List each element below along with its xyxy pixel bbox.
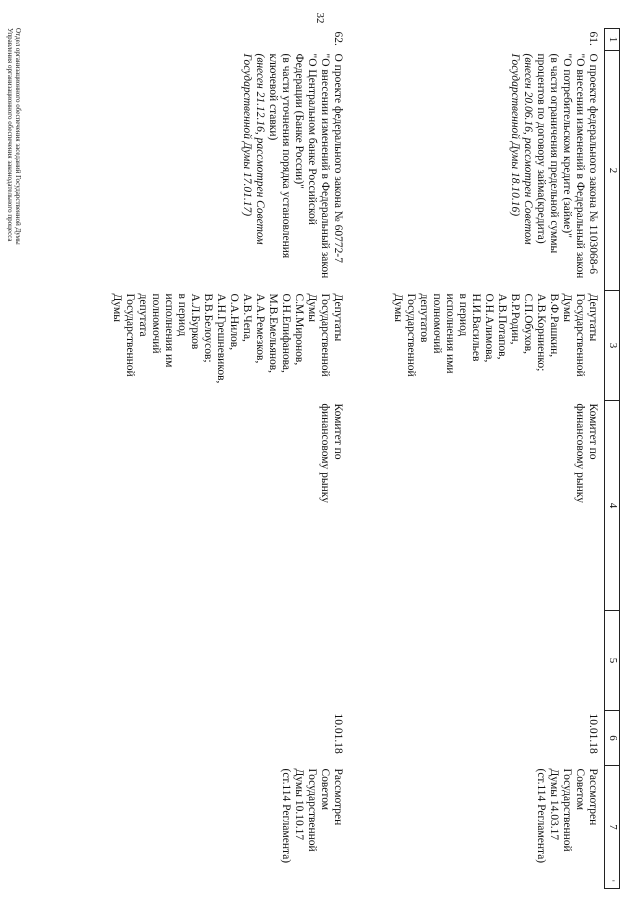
bill-note: (внесен 21.12.16, рассмотрен Советом Государственной Думы 17.01.17) (241, 53, 267, 245)
col5-cell (350, 611, 605, 711)
col5-cell (103, 611, 350, 711)
bill-title: О проекте федерального закона № 1103068-6 "О внесении изменений в Федеральный закон "О потребительском кредите (займе)" (в части ограничения предельной суммы процентов по договору займа(кредита) (535, 53, 599, 279)
footer-line-1: Отдел организационного обеспечения заседаний Государственной Думы (14, 28, 22, 245)
table-row (103, 29, 350, 889)
row-number: 61. (587, 31, 599, 46)
bill-status: Рассмотрен Советом Государственной Думы 14.03.17 (ст.114 Регламента) (535, 768, 599, 864)
footer-line-2: Управления организационного обеспечения законодательного процесса (6, 28, 14, 242)
bill-authors: Депутаты Государственной Думы С.М.Миронов, О.Н.Епифанова, М.В.Емельянов, А.А.Ремезков, А.В.Чепа, О.А.Нилов, А.Н.Грешневиков, В.В.Белоусов; А.Л.Бурков в период исполнения им полномочий депутата Государственной Думы (111, 293, 345, 384)
landscape-sheet (20, 28, 620, 888)
header-row (605, 29, 620, 889)
column-header-5: 5 (605, 611, 620, 711)
bill-committee: Комитет по финансовому рынку (574, 403, 599, 503)
column-header-3: 3 (605, 291, 620, 401)
bill-title: О проекте федерального закона № 60772-7 "О внесении изменений в Федеральный закон "О Центральном банке Российской Федерации (Банке России)" (в части уточнения порядка установления ключевой ставки) (267, 53, 345, 279)
bill-date: 10.01.18 (587, 713, 599, 754)
page-number: 32 (314, 12, 326, 24)
row-number: 62. (332, 31, 345, 46)
column-header-4: 4 (605, 401, 620, 611)
column-header-6: 6 (605, 711, 620, 766)
bill-status: Рассмотрен Советом Государственной Думы 10.10.17 (ст.114 Регламента) (280, 768, 345, 864)
bills-table (103, 28, 621, 889)
corner-mark: - (612, 875, 615, 885)
bill-committee: Комитет по финансовому рынку (319, 403, 345, 503)
bill-cell (350, 51, 605, 291)
table-row (350, 29, 605, 889)
column-header-2: 2 (605, 51, 620, 291)
column-header-7: 7 (605, 766, 620, 889)
column-header-1: 1 (605, 29, 620, 51)
bill-cell (103, 51, 350, 291)
bill-note: (внесен 20.06.16, рассмотрен Советом Государственной Думы 18.10.16) (509, 53, 534, 245)
footer-note (6, 28, 22, 245)
bill-authors: Депутаты Государственной Думы В.Ф.Рашкин, А.В.Корниенко; С.П.Обухов, В.Р.Родин, А.В.Потапов, О.Н.Алимова, Н.И.Васильев в период исполнения ими полномочий депутатов Государственной Думы (392, 293, 599, 377)
bill-date: 10.01.18 (332, 713, 345, 754)
